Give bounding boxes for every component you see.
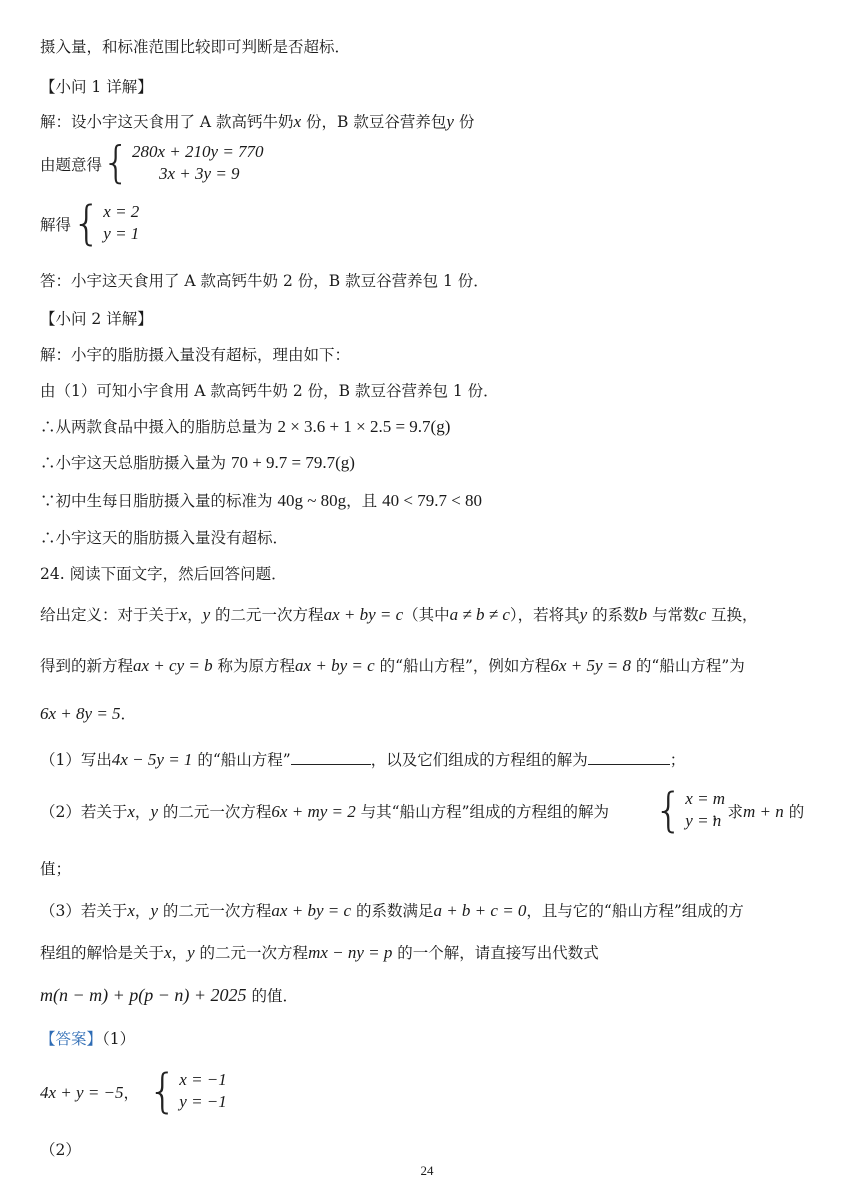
text-line: ∴小宇这天总脂肪摄入量为 70 + 9.7 = 79.7(g) (40, 453, 355, 472)
equation-row: x = m (685, 789, 726, 808)
equation-row: y = −1 (179, 1092, 227, 1111)
answer-heading: 【答案】（1） (40, 1030, 136, 1048)
text-line: 得到的新方程ax + cy = b 称为原方程ax + by = c 的“船山方程”，例如方程6x + 5y = 8 的“船山方程”为 (40, 656, 745, 675)
text-line: 由（1）可知小宇食用 A 款高钙牛奶 2 份，B 款豆谷营养包 1 份． (40, 382, 499, 400)
answer-blank[interactable] (291, 746, 371, 765)
equation-row: x = 2 (103, 202, 140, 221)
equation-row: x = −1 (179, 1070, 227, 1089)
page-number: 24 (420, 1163, 434, 1178)
text-line: 答：小宇这天食用了 A 款高钙牛奶 2 份，B 款豆谷营养包 1 份． (40, 272, 489, 290)
text-line: （3）若关于x，y 的二元一次方程ax + by = c 的系数满足a + b + c = 0，且与它的“船山方程”组成的方 (40, 901, 744, 920)
equation-row: y = n (685, 811, 722, 830)
equation-system (148, 1064, 227, 1118)
text-line: （2）若关于x，y 的二元一次方程6x + my = 2 与其“船山方程”组成的方程组的解为 (40, 802, 610, 821)
text-line: 由题意得 (40, 156, 103, 174)
text-line: （2） (40, 1141, 81, 1159)
brace: { (654, 783, 684, 837)
text-line: 程组的解恰是关于x，y 的二元一次方程mx − ny = p 的一个解，请直接写出代数式 (40, 943, 599, 962)
equation-system (102, 137, 264, 188)
section-heading: 【小问 2 详解】 (40, 310, 153, 328)
question-heading: 24. 阅读下面文字，然后回答问题． (40, 565, 287, 583)
text-line: 值； (40, 860, 72, 878)
text-line: ，求m + n 的 (712, 802, 805, 821)
brace: { (72, 196, 102, 250)
text-line: m(n − m) + p(p − n) + 2025 的值． (40, 985, 298, 1005)
equation-row: y = 1 (103, 224, 140, 243)
text-line: 6x + 8y = 5． (40, 704, 137, 723)
brace: { (102, 137, 130, 188)
text-line: ∴小宇这天的脂肪摄入量没有超标． (40, 529, 289, 547)
text-line: 解：小宇的脂肪摄入量没有超标，理由如下： (40, 346, 351, 364)
text-line: 给出定义：对于关于x，y 的二元一次方程ax + by = c（其中a ≠ b ≠ c），若将其y 的系数b 与常数c 互换， (40, 605, 758, 624)
section-heading: 【小问 1 详解】 (40, 78, 153, 96)
text-line: 解得 (40, 216, 72, 234)
text-line: 4x + y = −5， (40, 1083, 140, 1102)
text-line: ∵初中生每日脂肪摄入量的标准为 40g ~ 80g，且 40 < 79.7 < 80 (40, 491, 483, 510)
brace: { (148, 1064, 178, 1118)
equation-row: 3x + 3y = 9 (159, 164, 240, 183)
text-line: ∴从两款食品中摄入的脂肪总量为 2 × 3.6 + 1 × 2.5 = 9.7(g) (40, 417, 451, 436)
text-line: 解：设小宇这天食用了 A 款高钙牛奶x 份，B 款豆谷营养包y 份 (40, 112, 475, 131)
answer-blank[interactable] (588, 746, 670, 765)
equation-row: 280x + 210y = 770 (132, 142, 264, 161)
equation-system (72, 196, 140, 250)
text-line: 摄入量，和标准范围比较即可判断是否超标． (40, 38, 351, 56)
text-line: （1）写出4x − 5y = 1 的“船山方程” ，以及它们组成的方程组的解为 ； (40, 746, 685, 771)
